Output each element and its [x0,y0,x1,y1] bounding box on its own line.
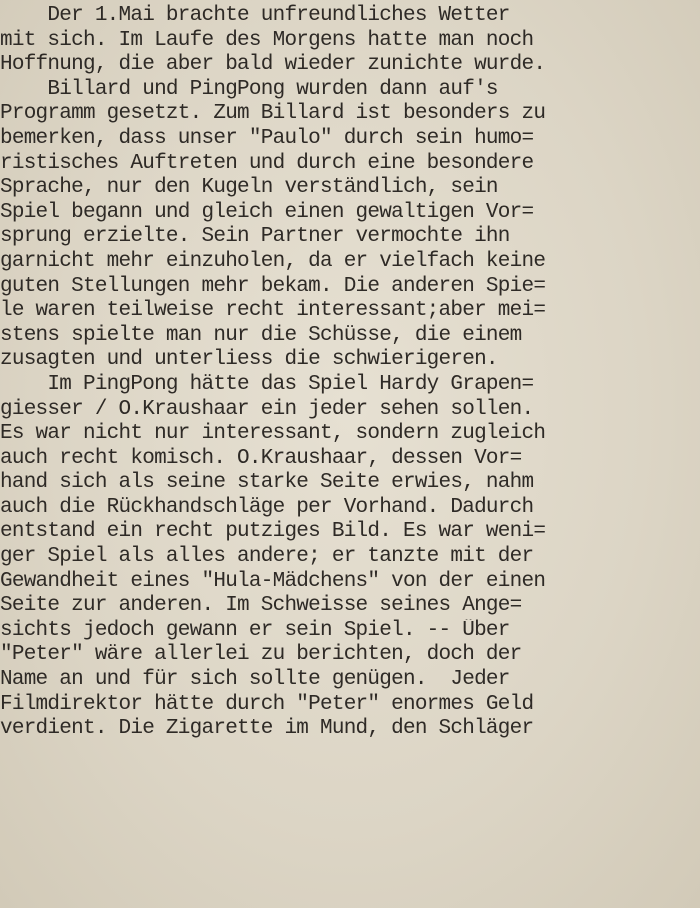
text-line: sichts jedoch gewann er sein Spiel. -- Über [0,618,510,642]
text-line: Im PingPong hätte das Spiel Hardy Grapen= [0,372,534,396]
text-line: sprung erzielte. Sein Partner vermochte ihn [0,225,510,249]
text-line: hand sich als seine starke Seite erwies, nahm [0,471,534,495]
text-line: garnicht mehr einzuholen, da er vielfach keine [0,249,546,273]
text-line: "Peter" wäre allerlei zu berichten, doch der [0,643,522,667]
text-line: Gewandheit eines "Hula-Mädchens" von der einen [0,569,546,593]
text-line: auch die Rückhandschläge per Vorhand. Dadurch [0,495,534,519]
text-line: Hoffnung, die aber bald wieder zunichte wurde. [0,53,546,77]
text-line: Programm gesetzt. Zum Billard ist besonders zu [0,102,546,126]
text-line: ger Spiel als alles andere; er tanzte mit der [0,545,534,569]
text-line: Name an und für sich sollte genügen. Jeder [0,668,510,692]
text-line: auch recht komisch. O.Kraushaar, dessen Vor= [0,446,522,470]
text-line: zusagten und unterliess die schwierigeren. [0,348,498,372]
text-line: le waren teilweise recht interessant;aber mei= [0,299,546,323]
text-line: ristisches Auftreten und durch eine besondere [0,151,534,175]
text-line: Es war nicht nur interessant, sondern zugleich [0,422,546,446]
text-line: verdient. Die Zigarette im Mund, den Schläger [0,717,534,741]
text-line: Billard und PingPong wurden dann auf's [0,77,498,101]
text-line: guten Stellungen mehr bekam. Die anderen Spie= [0,274,546,298]
text-line: Seite zur anderen. Im Schweisse seines Ange= [0,594,522,618]
typed-text-body [0,4,700,742]
text-line: Filmdirektor hätte durch "Peter" enormes Geld [0,692,534,716]
text-line: mit sich. Im Laufe des Morgens hatte man noch [0,28,534,52]
text-line: bemerken, dass unser "Paulo" durch sein humo= [0,126,534,150]
text-line: Der 1.Mai brachte unfreundliches Wetter [0,4,510,27]
text-line: Spiel begann und gleich einen gewaltigen Vor= [0,200,534,224]
text-line: Sprache, nur den Kugeln verständlich, sein [0,176,498,200]
text-line: giesser / O.Kraushaar ein jeder sehen sollen. [0,397,534,421]
text-line: entstand ein recht putziges Bild. Es war weni= [0,520,546,544]
text-line: stens spielte man nur die Schüsse, die einem [0,323,522,347]
